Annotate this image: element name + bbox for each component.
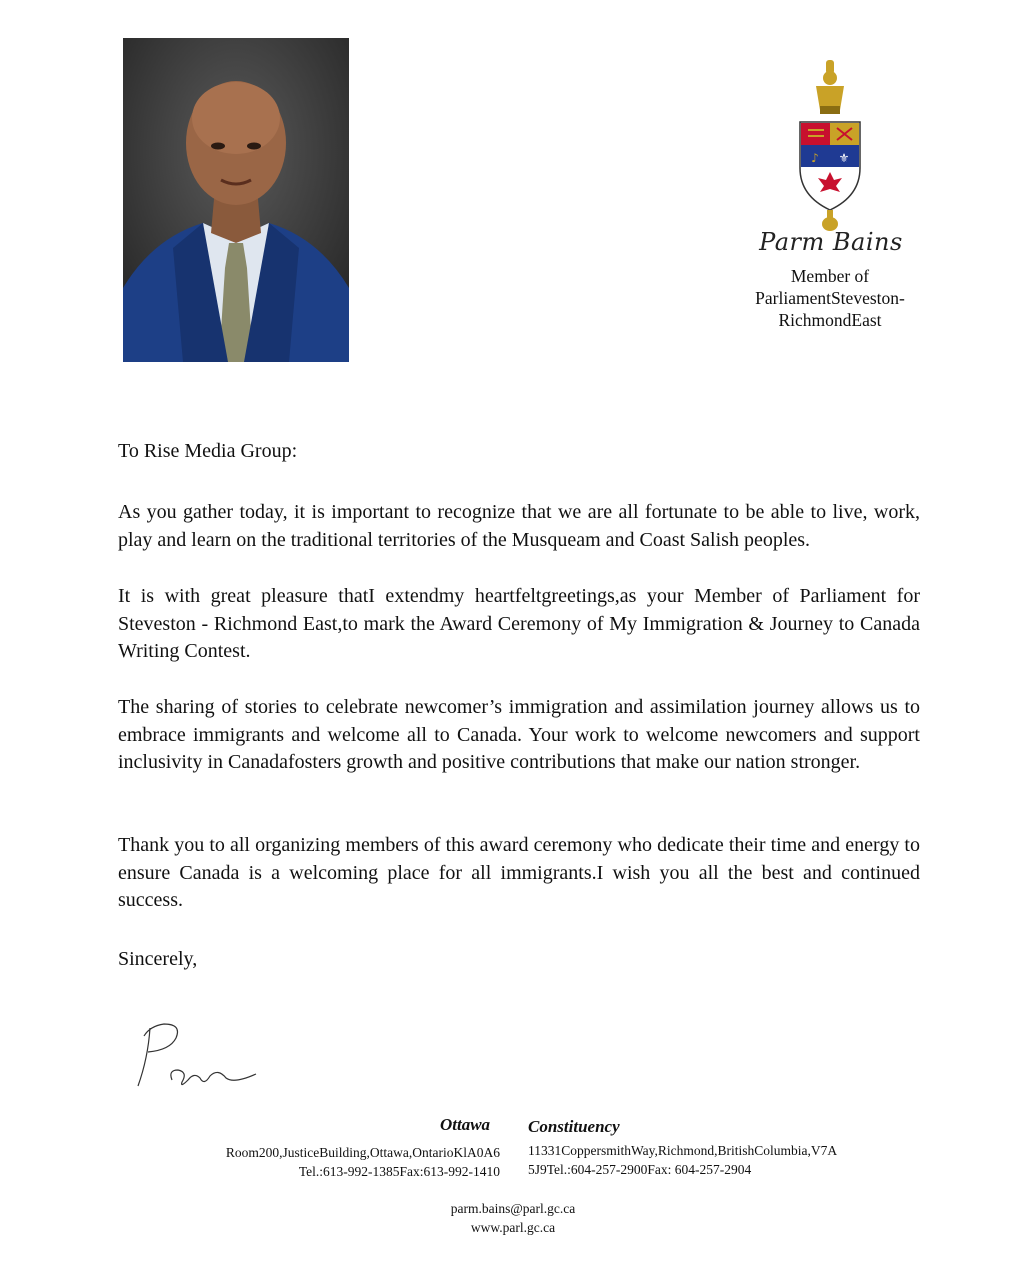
handwritten-signature	[130, 1018, 270, 1098]
letter-paragraph: The sharing of stories to celebrate newcomer’s immigration and assimilation journey allows us to embrace immigrants and welcome all to Canada. Your work to welcome newcomers and support inclusivity in Canadafosters growth and positive contributions that make our nation stronger.	[118, 696, 920, 773]
title-line: RichmondEast	[778, 310, 882, 330]
portrait-photo	[123, 38, 349, 362]
website-link[interactable]: www.parl.gc.ca	[470, 1220, 556, 1235]
constituency-phone-line: 5J9Tel.:604-257-2900Fax: 604-257-2904	[528, 1162, 752, 1177]
constituency-heading: Constituency	[528, 1117, 620, 1136]
contact-info	[400, 1199, 626, 1237]
ottawa-address-line: Room200,JusticeBuilding,Ottawa,OntarioKlA0A6	[225, 1145, 500, 1160]
svg-text:⚜: ⚜	[838, 151, 850, 165]
house-of-commons-crest-icon	[794, 58, 866, 233]
title-line: Member of	[790, 266, 870, 286]
closing: Sincerely,	[118, 948, 198, 970]
letter-paragraph: Thank you to all organizing members of this award ceremony who dedicate their time and energy to ensure Canada is a welcoming place for all immigrants.I wish you all the best and continued success.	[118, 834, 920, 911]
member-signature-name: Parm Bains	[759, 228, 903, 256]
ottawa-phone-line: Tel.:613-992-1385Fax:613-992-1410	[298, 1164, 500, 1179]
ottawa-address	[226, 1143, 500, 1181]
ottawa-heading: Ottawa	[440, 1115, 491, 1134]
title-line: ParliamentSteveston-	[755, 288, 905, 308]
letter-paragraph: It is with great pleasure thatI extendmy heartfeltgreetings,as your Member of Parliament for Steveston - Richmond East,to mark the Award Ceremony of My Immigration & Journey to Canada Writing Contest.	[118, 585, 920, 662]
email-link[interactable]: parm.bains@parl.gc.ca	[450, 1201, 576, 1216]
constituency-address-line: 11331CoppersmithWay,Richmond,BritishColumbia,V7A	[528, 1143, 838, 1158]
constituency-address	[528, 1141, 837, 1179]
letter-paragraph: As you gather today, it is important to recognize that we are all fortunate to be able to live, work, play and learn on the traditional territories of the Musqueam and Coast Salish peoples.	[118, 501, 920, 551]
member-title	[730, 265, 930, 331]
svg-text:♪: ♪	[811, 151, 819, 165]
salutation: To Rise Media Group:	[118, 440, 298, 462]
